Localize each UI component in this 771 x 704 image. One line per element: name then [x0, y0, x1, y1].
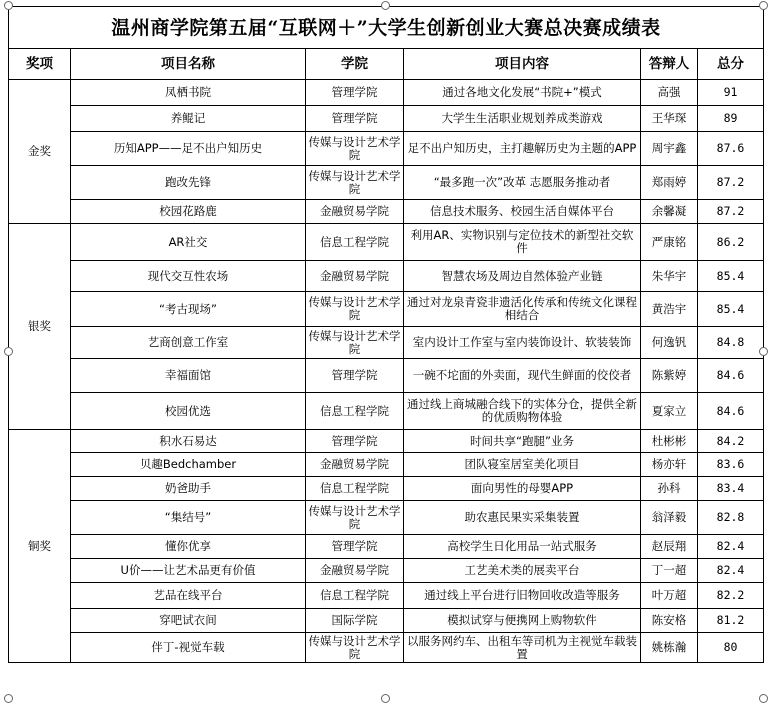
total-score-cell: 82.2	[698, 583, 764, 609]
project-content-cell: 模拟试穿与便携网上购物软件	[404, 609, 641, 633]
project-content-cell: 通过线上商城融合线下的实体分仓，提供全新的优质购物体验	[404, 393, 641, 430]
college-cell: 管理学院	[306, 106, 404, 132]
total-score-cell: 87.6	[698, 132, 764, 166]
table-row	[9, 166, 764, 200]
project-content-cell: 信息技术服务、校园生活自媒体平台	[404, 200, 641, 224]
college-cell: 国际学院	[306, 609, 404, 633]
resize-handle-top-left[interactable]	[4, 1, 13, 10]
project-content-cell: 大学生生活职业规划养成类游戏	[404, 106, 641, 132]
college-cell: 传媒与设计艺术学院	[306, 501, 404, 535]
project-name-cell: AR社交	[71, 224, 306, 261]
table-title: 温州商学院第五届“互联网＋”大学生创新创业大赛总决赛成绩表	[9, 7, 764, 49]
table-row	[9, 583, 764, 609]
header-project-name: 项目名称	[71, 49, 306, 80]
presenter-cell: 叶万超	[641, 583, 698, 609]
total-score-cell: 85.4	[698, 292, 764, 327]
presenter-cell: 杜彬彬	[641, 430, 698, 453]
project-name-cell: 历知APP——足不出户知历史	[71, 132, 306, 166]
project-name-cell: 幸福面馆	[71, 359, 306, 393]
college-cell: 信息工程学院	[306, 583, 404, 609]
project-name-cell: 凤栖书院	[71, 80, 306, 106]
college-cell: 管理学院	[306, 359, 404, 393]
project-name-cell: “考古现场”	[71, 292, 306, 327]
total-score-cell: 84.6	[698, 393, 764, 430]
college-cell: 金融贸易学院	[306, 261, 404, 292]
total-score-cell: 82.4	[698, 535, 764, 559]
college-cell: 传媒与设计艺术学院	[306, 166, 404, 200]
project-content-cell: 利用AR、实物识别与定位技术的新型社交软件	[404, 224, 641, 261]
table-row	[9, 393, 764, 430]
table-row	[9, 430, 764, 453]
header-content: 项目内容	[404, 49, 641, 80]
presenter-cell: 姚栋瀚	[641, 633, 698, 663]
project-name-cell: 跑改先锋	[71, 166, 306, 200]
results-table	[8, 6, 764, 663]
project-content-cell: 通过各地文化发展“书院+”模式	[404, 80, 641, 106]
project-content-cell: 以服务网约车、出租车等司机为主视觉车载装置	[404, 633, 641, 663]
project-name-cell: 艺商创意工作室	[71, 327, 306, 359]
table-row	[9, 453, 764, 477]
total-score-cell: 86.2	[698, 224, 764, 261]
presenter-cell: 何逸钒	[641, 327, 698, 359]
project-name-cell: “集结号”	[71, 501, 306, 535]
total-score-cell: 91	[698, 80, 764, 106]
college-cell: 金融贸易学院	[306, 559, 404, 583]
presenter-cell: 杨亦轩	[641, 453, 698, 477]
resize-handle-middle-left[interactable]	[4, 347, 13, 356]
total-score-cell: 81.2	[698, 609, 764, 633]
table-row	[9, 359, 764, 393]
presenter-cell: 郑雨婷	[641, 166, 698, 200]
project-name-cell: 伴丁-视觉车载	[71, 633, 306, 663]
college-cell: 信息工程学院	[306, 224, 404, 261]
total-score-cell: 83.6	[698, 453, 764, 477]
total-score-cell: 82.4	[698, 559, 764, 583]
project-content-cell: 通过线上平台进行旧物回收改造等服务	[404, 583, 641, 609]
table-row	[9, 292, 764, 327]
table-row	[9, 501, 764, 535]
total-score-cell: 85.4	[698, 261, 764, 292]
total-score-cell: 84.6	[698, 359, 764, 393]
presenter-cell: 陈安格	[641, 609, 698, 633]
college-cell: 金融贸易学院	[306, 200, 404, 224]
total-score-cell: 84.2	[698, 430, 764, 453]
project-content-cell: 面向男性的母婴APP	[404, 477, 641, 501]
project-content-cell: 团队寝室居室美化项目	[404, 453, 641, 477]
presenter-cell: 高强	[641, 80, 698, 106]
table-row	[9, 535, 764, 559]
college-cell: 管理学院	[306, 430, 404, 453]
resize-handle-top-right[interactable]	[759, 1, 768, 10]
total-score-cell: 87.2	[698, 200, 764, 224]
project-name-cell: 养鲲记	[71, 106, 306, 132]
total-score-cell: 89	[698, 106, 764, 132]
presenter-cell: 朱华宇	[641, 261, 698, 292]
project-name-cell: 奶爸助手	[71, 477, 306, 501]
college-cell: 传媒与设计艺术学院	[306, 327, 404, 359]
project-content-cell: 一碗不坨面的外卖面，现代生鲜面的佼佼者	[404, 359, 641, 393]
college-cell: 管理学院	[306, 535, 404, 559]
presenter-cell: 王华琛	[641, 106, 698, 132]
award-cell: 铜奖	[9, 430, 71, 663]
presenter-cell: 余馨凝	[641, 200, 698, 224]
project-content-cell: “最多跑一次”改革 志愿服务推动者	[404, 166, 641, 200]
award-cell: 银奖	[9, 224, 71, 430]
total-score-cell: 87.2	[698, 166, 764, 200]
total-score-cell: 82.8	[698, 501, 764, 535]
project-content-cell: 室内设计工作室与室内装饰设计、软装装饰	[404, 327, 641, 359]
project-name-cell: 积水石易达	[71, 430, 306, 453]
table-row	[9, 106, 764, 132]
college-cell: 信息工程学院	[306, 393, 404, 430]
college-cell: 管理学院	[306, 80, 404, 106]
award-cell: 金奖	[9, 80, 71, 224]
college-cell: 信息工程学院	[306, 477, 404, 501]
table-row	[9, 200, 764, 224]
total-score-cell: 84.8	[698, 327, 764, 359]
table-row	[9, 477, 764, 501]
table-row	[9, 261, 764, 292]
total-score-cell: 80	[698, 633, 764, 663]
header-college: 学院	[306, 49, 404, 80]
project-content-cell: 时间共享“跑腿”业务	[404, 430, 641, 453]
presenter-cell: 黄浩宇	[641, 292, 698, 327]
table-row	[9, 327, 764, 359]
project-name-cell: 现代交互性农场	[71, 261, 306, 292]
project-content-cell: 智慧农场及周边自然体验产业链	[404, 261, 641, 292]
presenter-cell: 严康铭	[641, 224, 698, 261]
project-content-cell: 助农惠民果实采集装置	[404, 501, 641, 535]
project-content-cell: 高校学生日化用品一站式服务	[404, 535, 641, 559]
presenter-cell: 丁一超	[641, 559, 698, 583]
resize-handle-bottom-right[interactable]	[759, 694, 768, 703]
project-name-cell: 懂你优享	[71, 535, 306, 559]
college-cell: 传媒与设计艺术学院	[306, 132, 404, 166]
total-score-cell: 83.4	[698, 477, 764, 501]
resize-handle-bottom-left[interactable]	[4, 694, 13, 703]
college-cell: 传媒与设计艺术学院	[306, 633, 404, 663]
header-award: 奖项	[9, 49, 71, 80]
project-name-cell: 校园优选	[71, 393, 306, 430]
table-row	[9, 633, 764, 663]
project-name-cell: 贝趣Bedchamber	[71, 453, 306, 477]
presenter-cell: 陈紫婷	[641, 359, 698, 393]
project-name-cell: U价——让艺术品更有价值	[71, 559, 306, 583]
resize-handle-bottom-center[interactable]	[381, 694, 390, 703]
college-cell: 传媒与设计艺术学院	[306, 292, 404, 327]
project-name-cell: 校园花路鹿	[71, 200, 306, 224]
project-name-cell: 穿吧试衣间	[71, 609, 306, 633]
presenter-cell: 孙科	[641, 477, 698, 501]
project-name-cell: 艺品在线平台	[71, 583, 306, 609]
resize-handle-top-center[interactable]	[381, 1, 390, 10]
table-row	[9, 80, 764, 106]
header-row	[9, 49, 764, 80]
presenter-cell: 翁泽毅	[641, 501, 698, 535]
table-row	[9, 132, 764, 166]
presenter-cell: 夏家立	[641, 393, 698, 430]
presenter-cell: 赵辰翔	[641, 535, 698, 559]
header-presenter: 答辩人	[641, 49, 698, 80]
table-row	[9, 224, 764, 261]
resize-handle-middle-right[interactable]	[759, 347, 768, 356]
project-content-cell: 通过对龙泉青瓷非遗活化传承和传统文化课程相结合	[404, 292, 641, 327]
project-content-cell: 工艺美术类的展卖平台	[404, 559, 641, 583]
header-total: 总分	[698, 49, 764, 80]
presenter-cell: 周宇鑫	[641, 132, 698, 166]
table-row	[9, 609, 764, 633]
project-content-cell: 足不出户知历史，主打趣解历史为主题的APP	[404, 132, 641, 166]
college-cell: 金融贸易学院	[306, 453, 404, 477]
table-row	[9, 559, 764, 583]
